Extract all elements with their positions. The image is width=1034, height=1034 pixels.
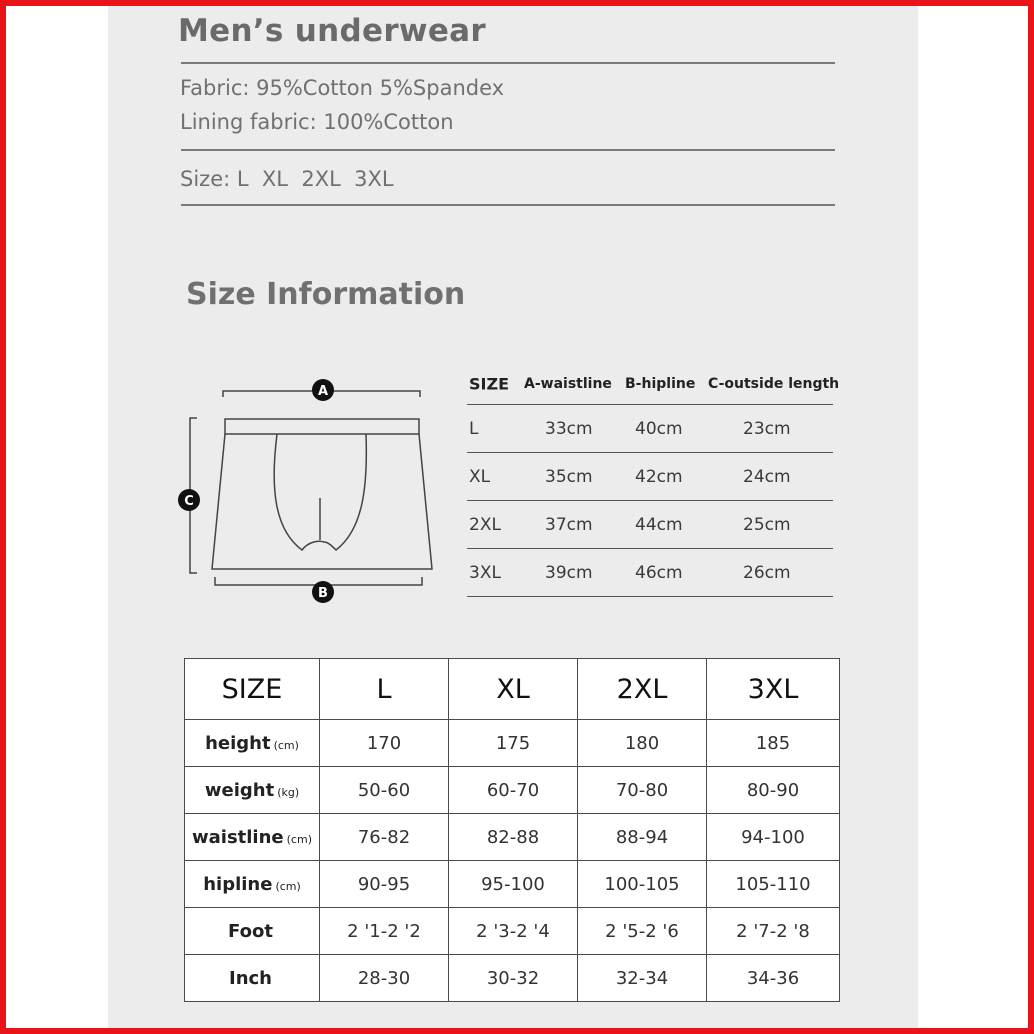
divider — [181, 62, 835, 64]
table-cell: 80-90 — [707, 767, 840, 814]
header-cell: B-hipline — [625, 376, 696, 392]
size-chart-header — [185, 659, 840, 720]
product-title: Men’s underwear — [178, 13, 486, 49]
table-cell: 88-94 — [578, 814, 707, 861]
table-cell: 3XL — [469, 562, 501, 583]
table-row — [185, 908, 840, 955]
row-unit: (kg) — [277, 785, 300, 799]
row-unit: (cm) — [286, 832, 312, 846]
table-cell: 175 — [449, 720, 578, 767]
header-cell: 3XL — [707, 659, 840, 720]
table-cell: 2 '1-2 '2 — [320, 908, 449, 955]
label-c-marker — [178, 489, 200, 511]
label-c: C — [184, 494, 194, 509]
table-cell: 30-32 — [449, 955, 578, 1002]
table-cell: 2 '3-2 '4 — [449, 908, 578, 955]
table-cell: 2 '7-2 '8 — [707, 908, 840, 955]
table-row — [467, 501, 833, 549]
row-unit: (cm) — [275, 879, 301, 893]
table-cell: 35cm — [545, 466, 593, 487]
row-label — [185, 814, 320, 861]
table-row — [185, 767, 840, 814]
row-label-text: hipline — [203, 873, 273, 895]
header-cell: L — [320, 659, 449, 720]
measurement-table — [467, 364, 840, 597]
row-label — [185, 720, 320, 767]
table-cell: 105-110 — [707, 861, 840, 908]
table-cell: 100-105 — [578, 861, 707, 908]
table-cell: 76-82 — [320, 814, 449, 861]
row-label-text: waistline — [192, 826, 284, 848]
table-cell: 37cm — [545, 514, 593, 535]
header-cell: SIZE — [469, 374, 510, 394]
table-cell: 32-34 — [578, 955, 707, 1002]
underwear-diagram — [170, 370, 440, 610]
table-cell: 24cm — [743, 466, 791, 487]
table-cell: 46cm — [635, 562, 683, 583]
table-cell: 2 '5-2 '6 — [578, 908, 707, 955]
table-cell: 44cm — [635, 514, 683, 535]
table-row — [467, 405, 833, 453]
row-label-text: Inch — [229, 967, 272, 989]
size-chart-table — [184, 658, 840, 1002]
header-cell: 2XL — [578, 659, 707, 720]
fabric-text: Fabric: 95%Cotton 5%Spandex — [180, 76, 505, 100]
row-label — [185, 861, 320, 908]
table-cell: 70-80 — [578, 767, 707, 814]
sizes-text: Size: L XL 2XL 3XL — [180, 167, 394, 191]
table-cell: 25cm — [743, 514, 791, 535]
table-cell: 82-88 — [449, 814, 578, 861]
label-b: B — [318, 586, 328, 601]
row-label — [185, 908, 320, 955]
table-cell: L — [469, 418, 479, 439]
header-cell: XL — [449, 659, 578, 720]
table-row — [185, 861, 840, 908]
table-cell: 95-100 — [449, 861, 578, 908]
divider — [181, 149, 835, 151]
table-row — [467, 549, 833, 597]
header-cell: SIZE — [185, 659, 320, 720]
table-row — [185, 720, 840, 767]
table-cell: 180 — [578, 720, 707, 767]
table-cell: 28-30 — [320, 955, 449, 1002]
row-label-text: weight — [204, 779, 275, 801]
header-cell: C-outside length — [708, 376, 840, 392]
table-row — [467, 453, 833, 501]
row-label — [185, 955, 320, 1002]
table-cell: 50-60 — [320, 767, 449, 814]
table-cell: 170 — [320, 720, 449, 767]
row-label — [185, 767, 320, 814]
table-cell: 42cm — [635, 466, 683, 487]
table-cell: 90-95 — [320, 861, 449, 908]
table-cell: 40cm — [635, 418, 683, 439]
table-cell: 185 — [707, 720, 840, 767]
lining-text: Lining fabric: 100%Cotton — [180, 110, 454, 134]
table-cell: 94-100 — [707, 814, 840, 861]
label-a: A — [317, 384, 329, 399]
row-label-text: Foot — [228, 920, 273, 942]
table-cell: XL — [469, 466, 491, 487]
table-row — [185, 955, 840, 1002]
table-cell: 2XL — [469, 514, 501, 535]
header-cell: A-waistline — [524, 376, 612, 392]
label-a-marker — [312, 379, 334, 401]
label-b-marker — [312, 581, 334, 603]
table-row — [185, 814, 840, 861]
table-cell: 33cm — [545, 418, 593, 439]
section-title: Size Information — [186, 277, 466, 312]
table-cell: 60-70 — [449, 767, 578, 814]
table-cell: 26cm — [743, 562, 791, 583]
table-cell: 34-36 — [707, 955, 840, 1002]
table-cell: 39cm — [545, 562, 593, 583]
divider — [181, 204, 835, 206]
measurement-table-header — [467, 364, 840, 405]
row-unit: (cm) — [273, 738, 299, 752]
row-label-text: height — [205, 732, 271, 754]
table-cell: 23cm — [743, 418, 791, 439]
